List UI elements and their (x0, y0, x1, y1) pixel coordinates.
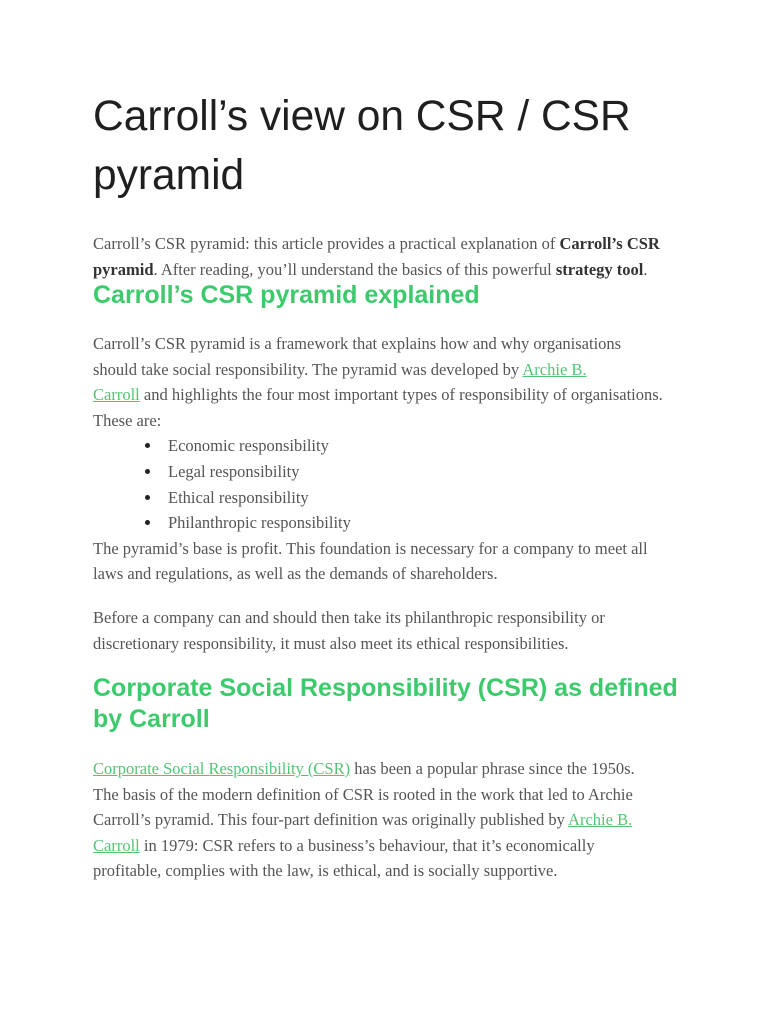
paragraph-text: The pyramid’s base is profit. This foundation is necessary for a company to meet all (93, 538, 648, 558)
paragraph-text: Before a company can and should then take its philanthropic responsibility or (93, 608, 605, 627)
paragraph-text: Carroll’s CSR pyramid is a framework that explains how and why organisations (93, 334, 622, 353)
list-item (168, 459, 663, 485)
list-item-label: Ethical responsibility (168, 487, 309, 507)
section-heading-csr-definition: Corporate Social Responsibility (CSR) as defined by Carroll (93, 674, 678, 733)
intro-bold-term: pyramid (93, 259, 154, 279)
archie-carroll-link[interactable]: Carroll (93, 385, 140, 405)
list-item (168, 433, 663, 459)
csr-definition-paragraph (93, 756, 635, 884)
responsibility-order-paragraph (93, 605, 605, 656)
list-item-label: Philanthropic responsibility (168, 513, 351, 533)
section-heading-pyramid-explained: Carroll’s CSR pyramid explained (93, 281, 480, 309)
pyramid-base-paragraph (93, 536, 663, 587)
paragraph-text: profitable, complies with the law, is ethical, and is socially supportive. (93, 861, 558, 881)
responsibility-list (93, 433, 663, 535)
intro-text: . (643, 259, 648, 279)
framework-paragraph (93, 331, 663, 433)
list-item (168, 485, 663, 511)
bullet-icon (145, 469, 150, 474)
paragraph-text: has been a popular phrase since the 1950s. (350, 759, 635, 778)
paragraph-text: and highlights the four most important types of responsibility of organisations. (139, 385, 663, 405)
section-pyramid-explained-body (93, 331, 663, 587)
paragraph-text: discretionary responsibility, it must also meet its ethical responsibilities. (93, 633, 569, 653)
intro-text: Carroll’s CSR pyramid: this article provides a practical explanation of (93, 234, 560, 253)
paragraph-text: in 1979: CSR refers to a business’s behaviour, that it’s economically (139, 835, 595, 855)
intro-bold-term: strategy tool (555, 259, 644, 279)
bullet-icon (145, 443, 150, 448)
paragraph-text: Carroll’s pyramid. This four-part definition was originally published by (93, 810, 569, 830)
page-title: Carroll’s view on CSR / CSR pyramid (93, 93, 631, 199)
csr-link[interactable]: Corporate Social Responsibility (CSR) (93, 759, 351, 778)
paragraph-text: should take social responsibility. The pyramid was developed by (93, 359, 523, 379)
bullet-icon (145, 520, 150, 525)
intro-paragraph (93, 231, 660, 282)
list-item-label: Economic responsibility (168, 436, 329, 456)
list-item-label: Legal responsibility (168, 461, 300, 481)
paragraph-text: These are: (93, 410, 162, 430)
paragraph-text: laws and regulations, as well as the demands of shareholders. (93, 564, 498, 584)
archie-carroll-link[interactable]: Carroll (93, 835, 140, 855)
intro-bold-term: Carroll’s CSR (559, 234, 660, 253)
paragraph-text: The basis of the modern definition of CSR is rooted in the work that led to Archie (93, 784, 633, 804)
archie-carroll-link[interactable]: Archie B. (568, 810, 633, 830)
intro-text: . After reading, you’ll understand the basics of this powerful (153, 259, 556, 279)
archie-carroll-link[interactable]: Archie B. (522, 359, 587, 379)
list-item (168, 510, 663, 536)
bullet-icon (145, 495, 150, 500)
